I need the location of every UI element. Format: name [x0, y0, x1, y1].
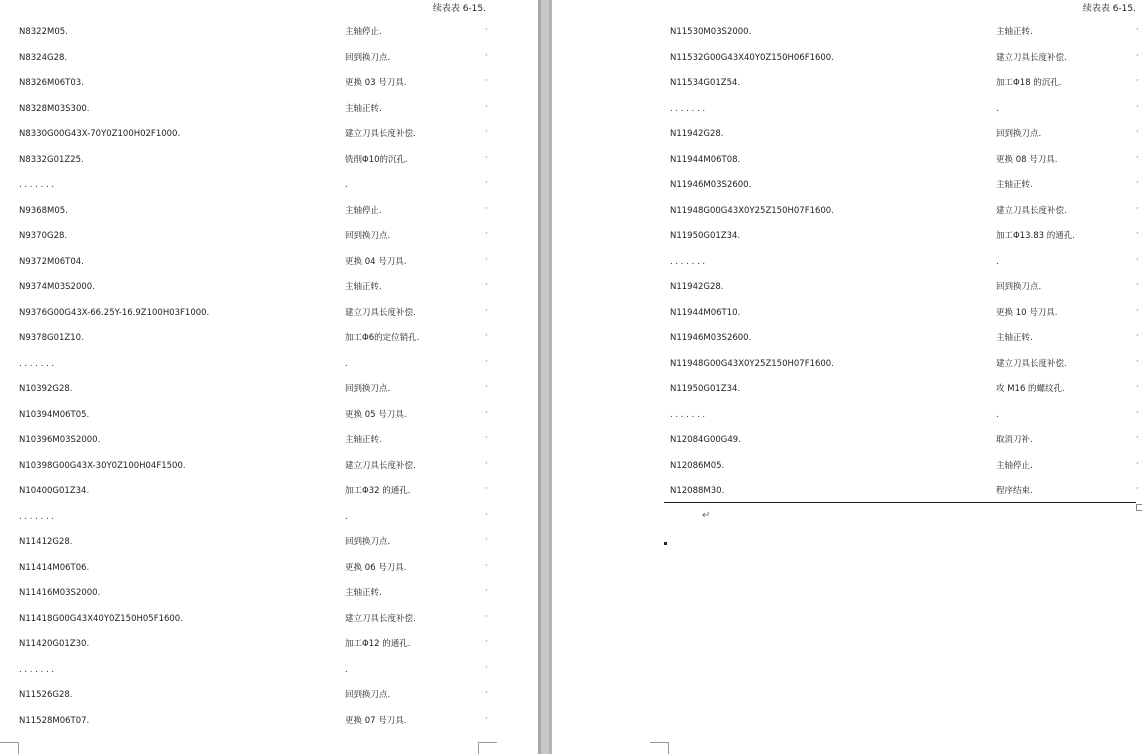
end-of-row-mark: ʼ: [485, 460, 488, 470]
description-cell: 回到换刀点.: [996, 282, 1042, 292]
end-of-row-mark: ʼ: [1136, 486, 1139, 495]
description-cell: 取消刀补.: [996, 435, 1033, 445]
description-cell: 更换 08 号刀具.: [996, 154, 1058, 165]
table-row: [552, 230, 1142, 254]
description-cell: 建立刀具长度补偿.: [996, 205, 1067, 216]
program-code-cell: N10396M03S2000.: [19, 435, 101, 445]
description-cell: 主轴正转.: [345, 282, 382, 292]
end-of-row-mark: ʼ: [1136, 282, 1139, 291]
end-of-row-mark: ʼ: [1136, 154, 1139, 164]
end-of-row-mark: ʼ: [485, 27, 488, 36]
end-of-row-mark: ʼ: [1136, 333, 1139, 342]
end-of-row-mark: ʼ: [1136, 358, 1139, 368]
end-of-row-mark: ʼ: [485, 537, 488, 546]
program-code-cell: N11944M06T10.: [670, 307, 741, 318]
end-of-row-mark: ʼ: [485, 690, 488, 699]
end-of-row-mark: ʼ: [1136, 129, 1139, 138]
end-of-row-mark: ʼ: [485, 664, 488, 674]
description-cell: 建立刀具长度补偿.: [345, 613, 416, 624]
table-row: [0, 77, 538, 101]
program-code-cell: N8322M05.: [19, 27, 68, 37]
table-row: [0, 664, 538, 688]
table-row: [0, 358, 538, 382]
table-row: [552, 460, 1142, 484]
description-cell: .: [996, 256, 999, 267]
table-row: [0, 52, 538, 76]
description-cell: .: [345, 358, 348, 369]
table-row: [0, 128, 538, 152]
program-code-cell: N11526G28.: [19, 690, 73, 700]
description-cell: 更换 04 号刀具.: [345, 256, 407, 267]
table-row: [552, 281, 1142, 305]
program-code-cell: N11948G00G43X0Y25Z150H07F1600.: [670, 358, 834, 369]
program-code-cell: N9368M05.: [19, 205, 68, 216]
description-cell: 回到换刀点.: [345, 537, 391, 547]
table-row: [0, 689, 538, 713]
program-code-cell: N12088M30.: [670, 486, 725, 496]
table-row: [0, 205, 538, 229]
description-cell: 主轴正转.: [996, 180, 1033, 190]
program-code-cell: N11420G01Z30.: [19, 639, 90, 649]
end-of-row-mark: ʼ: [1136, 384, 1139, 393]
description-cell: 攻 M16 的螺纹孔.: [996, 384, 1065, 394]
end-of-row-mark: ʼ: [485, 384, 488, 393]
table-row: [0, 154, 538, 178]
program-code-cell: N11942G28.: [670, 282, 724, 292]
program-code-cell: N8330G00G43X-70Y0Z100H02F1000.: [19, 129, 181, 139]
end-of-row-mark: ʼ: [485, 715, 488, 725]
description-cell: 铣削Φ10的沉孔.: [345, 154, 408, 165]
end-of-row-mark: ʼ: [1136, 27, 1139, 36]
end-of-row-mark: ʼ: [485, 613, 488, 623]
program-code-cell: N9370G28.: [19, 231, 68, 241]
program-code-cell: . . . . . . .: [19, 358, 55, 369]
description-cell: 回到换刀点.: [996, 129, 1042, 139]
program-code-cell: N11414M06T06.: [19, 562, 90, 573]
description-cell: 加工Φ18 的沉孔.: [996, 78, 1062, 88]
end-of-row-mark: ʼ: [485, 78, 488, 87]
table-continuation-header: 续表表 6-15.: [432, 4, 486, 14]
table-row: [552, 77, 1142, 101]
end-of-row-mark: ʼ: [1136, 307, 1139, 317]
end-of-row-mark: ʼ: [1136, 78, 1139, 87]
end-of-row-mark: ʼ: [485, 256, 488, 266]
end-of-row-mark: ʼ: [485, 435, 488, 444]
program-code-cell: N8332G01Z25.: [19, 154, 84, 165]
end-of-row-mark: ʼ: [485, 154, 488, 164]
program-code-cell: N11944M06T08.: [670, 154, 741, 165]
table-row: [552, 26, 1142, 50]
table-row: [0, 511, 538, 535]
end-of-row-mark: ʼ: [485, 562, 488, 572]
paragraph-return-icon: ↵: [702, 510, 711, 521]
description-cell: 加工Φ6的定位销孔.: [345, 333, 420, 343]
page-corner-mark: [650, 742, 669, 754]
table-row: [552, 307, 1142, 331]
table-row: [0, 460, 538, 484]
description-cell: 回到换刀点.: [345, 690, 391, 700]
program-code-cell: N9374M03S2000.: [19, 282, 95, 292]
description-cell: 更换 03 号刀具.: [345, 78, 407, 88]
table-row: [0, 638, 538, 662]
table-row: [0, 562, 538, 586]
end-of-row-mark: ʼ: [485, 639, 488, 648]
description-cell: 主轴停止.: [345, 27, 382, 37]
program-code-cell: N11950G01Z34.: [670, 231, 741, 241]
program-code-cell: . . . . . . .: [19, 664, 55, 675]
program-code-cell: N12084G00G49.: [670, 435, 741, 445]
program-code-cell: N8324G28.: [19, 52, 68, 63]
table-bottom-border: [664, 502, 1136, 503]
description-cell: 回到换刀点.: [345, 384, 391, 394]
description-cell: .: [345, 511, 348, 522]
table-row: [552, 256, 1142, 280]
description-cell: 更换 05 号刀具.: [345, 409, 407, 420]
program-code-cell: N11532G00G43X40Y0Z150H06F1600.: [670, 52, 834, 63]
program-code-cell: N10392G28.: [19, 384, 73, 394]
program-code-cell: N11942G28.: [670, 129, 724, 139]
program-code-cell: . . . . . . .: [19, 511, 55, 522]
page-shadow: [538, 0, 541, 754]
description-cell: 建立刀具长度补偿.: [345, 460, 416, 471]
table-row: [0, 434, 538, 458]
table-row: [552, 485, 1142, 509]
description-cell: 建立刀具长度补偿.: [996, 358, 1067, 369]
description-cell: 加工Φ32 的通孔.: [345, 486, 411, 496]
table-row: [552, 434, 1142, 458]
table-row: [0, 587, 538, 611]
program-code-cell: N11950G01Z34.: [670, 384, 741, 394]
program-code-cell: N11946M03S2600.: [670, 333, 752, 343]
page-corner-mark: [0, 742, 19, 754]
table-row: [552, 205, 1142, 229]
description-cell: 加工Φ13.83 的通孔.: [996, 231, 1075, 241]
description-cell: 程序结束.: [996, 486, 1033, 496]
end-of-row-mark: ʼ: [485, 358, 488, 368]
table-row: [0, 485, 538, 509]
program-code-cell: . . . . . . .: [670, 256, 706, 267]
program-code-cell: N9376G00G43X-66.25Y-16.9Z100H03F1000.: [19, 307, 210, 318]
program-code-cell: N8326M06T03.: [19, 78, 84, 88]
end-of-row-mark: ʼ: [485, 129, 488, 138]
description-cell: 更换 06 号刀具.: [345, 562, 407, 573]
table-row: [0, 613, 538, 637]
end-of-row-mark: ʼ: [485, 103, 488, 113]
description-cell: 建立刀具长度补偿.: [345, 129, 416, 139]
table-row: [0, 536, 538, 560]
end-of-row-mark: ʼ: [1136, 52, 1139, 62]
program-code-cell: N10400G01Z34.: [19, 486, 90, 496]
program-code-cell: N11412G28.: [19, 537, 73, 547]
description-cell: 更换 07 号刀具.: [345, 715, 407, 726]
description-cell: .: [345, 180, 348, 190]
end-of-row-mark: ʼ: [485, 333, 488, 342]
description-cell: 回到换刀点.: [345, 52, 391, 63]
page-corner-mark: [478, 742, 497, 754]
program-code-cell: N11528M06T07.: [19, 715, 90, 726]
description-cell: 建立刀具长度补偿.: [996, 52, 1067, 63]
table-row: [0, 307, 538, 331]
description-cell: 主轴停止.: [345, 205, 382, 216]
description-cell: 回到换刀点.: [345, 231, 391, 241]
description-cell: 建立刀具长度补偿.: [345, 307, 416, 318]
description-cell: .: [996, 409, 999, 420]
table-row: [552, 332, 1142, 356]
table-row: [552, 52, 1142, 76]
table-row: [552, 128, 1142, 152]
program-code-cell: N8328M03S300.: [19, 103, 90, 114]
description-cell: 主轴正转.: [345, 588, 382, 598]
description-cell: 主轴正转.: [996, 27, 1033, 37]
end-of-row-mark: ʼ: [485, 511, 488, 521]
table-row: [552, 383, 1142, 407]
table-row: [552, 154, 1142, 178]
description-cell: 主轴正转.: [996, 333, 1033, 343]
program-code-cell: N11948G00G43X0Y25Z150H07F1600.: [670, 205, 834, 216]
program-code-cell: N11530M03S2000.: [670, 27, 752, 37]
program-code-cell: N11534G01Z54.: [670, 78, 741, 88]
program-code-cell: . . . . . . .: [19, 180, 55, 190]
end-of-row-mark: ʼ: [1136, 103, 1139, 113]
program-code-cell: N10394M06T05.: [19, 409, 90, 420]
table-row: [0, 332, 538, 356]
table-resize-handle[interactable]: [1136, 504, 1142, 511]
table-row: [0, 230, 538, 254]
table-row: [552, 409, 1142, 433]
end-of-row-mark: ʼ: [485, 52, 488, 62]
end-of-row-mark: ʼ: [485, 307, 488, 317]
description-cell: 加工Φ12 的通孔.: [345, 639, 411, 649]
description-cell: .: [345, 664, 348, 675]
text-cursor-mark: [664, 542, 667, 545]
end-of-row-mark: ʼ: [485, 231, 488, 240]
table-row: [552, 179, 1142, 203]
end-of-row-mark: ʼ: [485, 205, 488, 215]
table-row: [0, 26, 538, 50]
end-of-row-mark: ʼ: [485, 486, 488, 495]
description-cell: 更换 10 号刀具.: [996, 307, 1058, 318]
end-of-row-mark: ʼ: [485, 588, 488, 597]
program-code-cell: N9372M06T04.: [19, 256, 84, 267]
table-row: [0, 179, 538, 203]
program-code-cell: . . . . . . .: [670, 409, 706, 420]
end-of-row-mark: ʼ: [485, 409, 488, 419]
description-cell: 主轴正转.: [345, 435, 382, 445]
description-cell: 主轴停止.: [996, 460, 1033, 471]
table-row: [0, 281, 538, 305]
table-row: [0, 256, 538, 280]
document-page-left[interactable]: [0, 0, 538, 754]
end-of-row-mark: ʼ: [1136, 409, 1139, 419]
end-of-row-mark: ʼ: [1136, 256, 1139, 266]
description-cell: .: [996, 103, 999, 114]
end-of-row-mark: ʼ: [1136, 205, 1139, 215]
table-row: [552, 103, 1142, 127]
program-code-cell: N11418G00G43X40Y0Z150H05F1600.: [19, 613, 183, 624]
end-of-row-mark: ʼ: [485, 282, 488, 291]
end-of-row-mark: ʼ: [1136, 231, 1139, 240]
program-code-cell: N9378G01Z10.: [19, 333, 84, 343]
end-of-row-mark: ʼ: [485, 180, 488, 189]
program-code-cell: N12086M05.: [670, 460, 725, 471]
table-row: [0, 715, 538, 739]
program-code-cell: N10398G00G43X-30Y0Z100H04F1500.: [19, 460, 186, 471]
table-continuation-header: 续表表 6-15.: [1082, 4, 1136, 14]
table-row: [552, 358, 1142, 382]
end-of-row-mark: ʼ: [1136, 460, 1139, 470]
program-code-cell: . . . . . . .: [670, 103, 706, 114]
program-code-cell: N11946M03S2600.: [670, 180, 752, 190]
table-row: [0, 409, 538, 433]
description-cell: 主轴正转.: [345, 103, 382, 114]
table-row: [0, 383, 538, 407]
document-page-right[interactable]: [552, 0, 1142, 754]
end-of-row-mark: ʼ: [1136, 435, 1139, 444]
table-row: [0, 103, 538, 127]
end-of-row-mark: ʼ: [1136, 180, 1139, 189]
program-code-cell: N11416M03S2000.: [19, 588, 101, 598]
